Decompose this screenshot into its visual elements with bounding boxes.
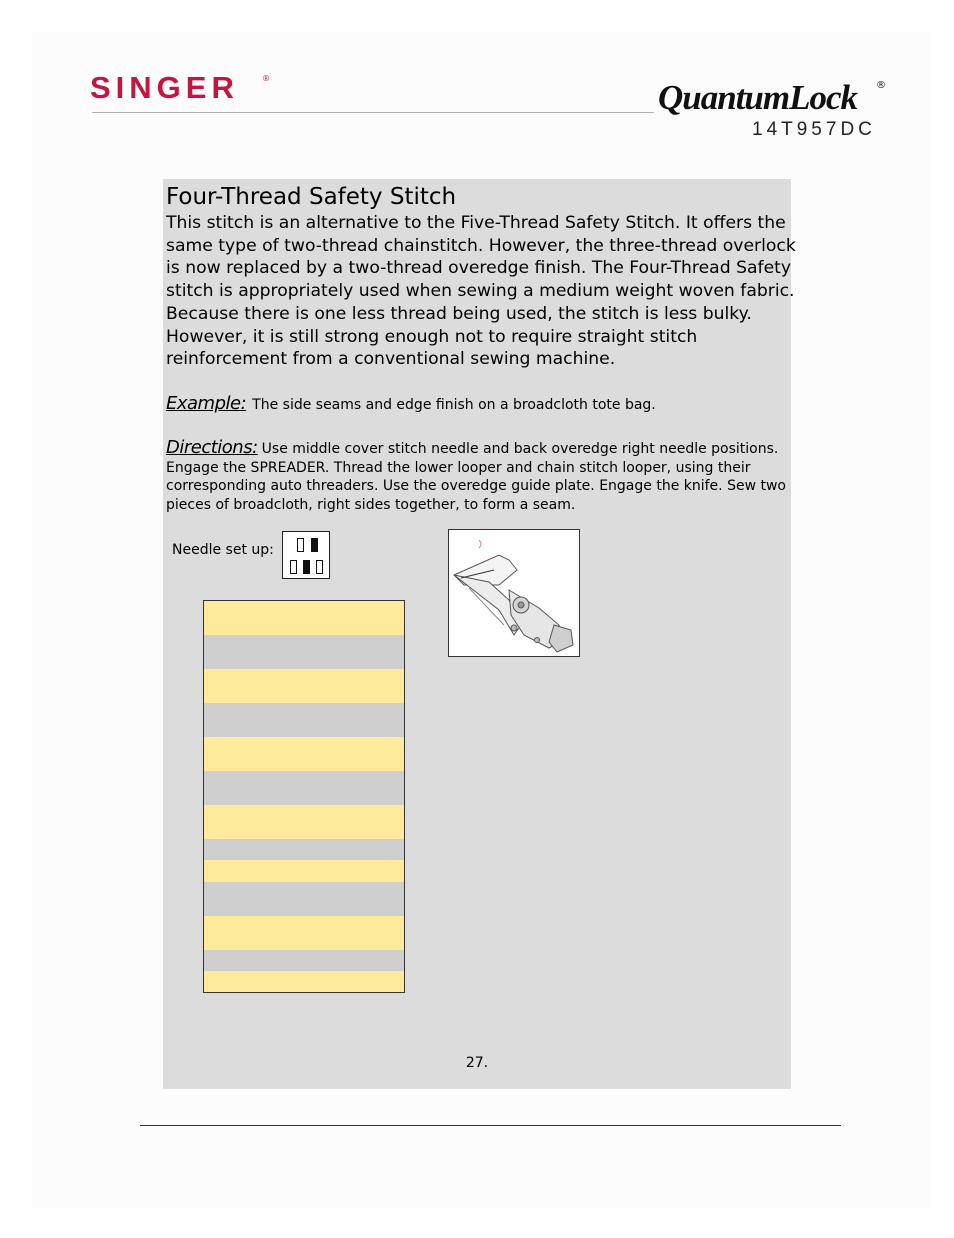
needle-slot-icon xyxy=(297,538,304,552)
product-name: QuantumLock xyxy=(658,78,858,117)
settings-row xyxy=(204,971,404,993)
settings-row xyxy=(204,703,404,737)
directions-section xyxy=(166,439,784,514)
directions-line: Engage the SPREADER. Thread the lower looper and chain stitch looper, using their xyxy=(166,459,751,476)
intro-line: However, it is still strong enough not to require straight stitch xyxy=(166,326,698,347)
footer-divider xyxy=(140,1125,841,1126)
settings-row xyxy=(204,635,404,669)
settings-row xyxy=(204,916,404,950)
brand-registered-mark: ® xyxy=(262,74,270,83)
intro-line: reinforcement from a conventional sewing machine. xyxy=(166,349,616,370)
needle-slot-icon xyxy=(311,538,318,552)
settings-row xyxy=(204,771,404,805)
spreader-drawing-icon xyxy=(449,530,579,656)
directions-label: Directions: xyxy=(166,437,258,458)
directions-line: corresponding auto threaders. Use the overedge guide plate. Engage the knife. Sew two xyxy=(166,478,786,494)
needle-slot-icon xyxy=(290,560,297,574)
settings-row xyxy=(204,950,404,971)
intro-line: This stitch is an alternative to the Five-Thread Safety Stitch. It offers the xyxy=(166,213,786,233)
needle-setup-diagram xyxy=(282,531,330,579)
spreader-illustration xyxy=(448,529,580,657)
page-title: Four-Thread Safety Stitch xyxy=(166,184,457,210)
settings-row xyxy=(204,669,404,703)
singer-logo: SINGER xyxy=(90,70,239,105)
needle-slot-icon xyxy=(316,560,323,574)
needle-setup-label: Needle set up: xyxy=(172,542,274,558)
needle-slot-icon xyxy=(303,560,310,574)
example-label: Example: xyxy=(166,393,247,414)
settings-row xyxy=(204,805,404,839)
settings-row xyxy=(204,882,404,916)
settings-row xyxy=(204,737,404,771)
intro-line: Because there is one less thread being used, the stitch is less bulky. xyxy=(166,303,752,324)
settings-table xyxy=(203,600,405,993)
directions-first-line xyxy=(166,439,784,459)
directions-line: Use middle cover stitch needle and back overedge right needle positions. xyxy=(261,441,779,457)
settings-row xyxy=(204,860,404,882)
intro-paragraph xyxy=(166,212,796,371)
header-divider xyxy=(92,112,654,113)
directions-line: pieces of broadcloth, right sides together, to form a seam. xyxy=(166,496,576,513)
intro-line: same type of two-thread chainstitch. However, the three-thread overlock xyxy=(166,235,796,256)
page-number: 27. xyxy=(465,1055,489,1071)
intro-line: stitch is appropriately used when sewing a medium weight woven fabric. xyxy=(166,281,795,302)
model-number: 14T957DC xyxy=(752,119,876,140)
intro-line: is now replaced by a two-thread overedge finish. The Four-Thread Safety xyxy=(166,258,792,279)
settings-row xyxy=(204,601,404,635)
product-registered-mark: ® xyxy=(876,80,886,91)
example-text: The side seams and edge finish on a broadcloth tote bag. xyxy=(252,397,656,413)
settings-row xyxy=(204,839,404,860)
example-section xyxy=(166,393,656,414)
